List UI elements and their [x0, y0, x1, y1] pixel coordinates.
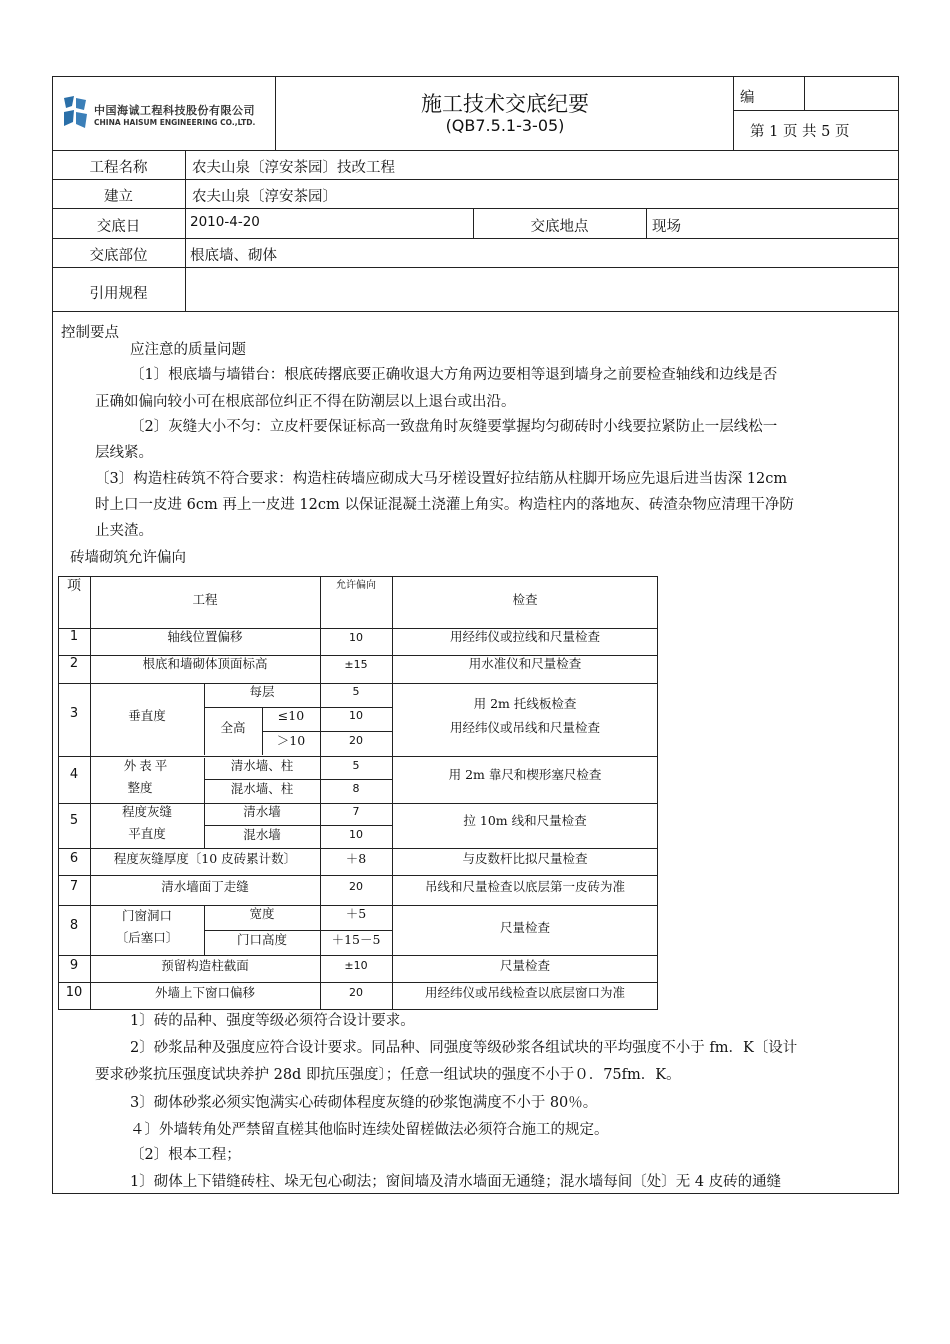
- th-check: 检查: [512, 592, 538, 607]
- table-cell: ＋8: [345, 851, 367, 866]
- header-mid-line: [733, 110, 899, 111]
- row-line-1: [52, 179, 899, 180]
- place-value: 现场: [652, 219, 681, 235]
- tbl-row-line: [204, 825, 392, 826]
- table-row: 6: [69, 851, 79, 866]
- build-label: 建立: [104, 189, 133, 205]
- table-cell: 尺量检查: [499, 920, 550, 935]
- table-cell: 8: [352, 782, 360, 795]
- tbl-row-line: [58, 756, 658, 757]
- table-row: 1: [69, 629, 79, 644]
- table-cell: 5: [352, 685, 360, 698]
- table-cell: 清水墙、柱: [230, 758, 294, 773]
- table-cell: 尺量检查: [499, 958, 550, 973]
- para-1a: 〔1〕根底墙与墙错台：根底砖撂底要正确收退大方角两边要相等退到墙身之前要检查轴线和边线是否: [130, 367, 778, 383]
- table-cell: 拉 10m 线和尺量检查: [463, 813, 587, 828]
- table-cell: 用 2m 靠尺和楔形塞尺检查: [448, 767, 602, 782]
- spec-label: 引用规程: [89, 286, 148, 302]
- page-info: 第 1 页 共 5 页: [750, 124, 850, 140]
- table-cell: 用经纬仪或拉线和尺量检查: [449, 629, 600, 644]
- header-divider-3: [804, 76, 805, 110]
- table-cell: 用水准仪和尺量检查: [468, 656, 582, 671]
- table-cell: 垂直度: [128, 708, 166, 723]
- table-cell: 全高: [220, 720, 246, 735]
- part-value: 根底墙、砌体: [190, 248, 277, 264]
- table-cell: 平直度: [128, 826, 166, 841]
- para-1b: 正确如偏向较小可在根底部位纠正不得在防潮层以上退台或出沿。: [95, 394, 516, 410]
- table-cell: 〔后塞口〕: [115, 930, 179, 945]
- table-cell: 外表平: [123, 758, 171, 773]
- requirement-2a: 2〕砂浆品种及强度应符合设计要求。同品种、同强度等级砂浆各组试块的平均强度不小于 fm．K〔设计: [130, 1040, 798, 1056]
- table-cell: 吊线和尺量检查以底层第一皮砖为准: [424, 879, 625, 894]
- th-item: 工程: [192, 592, 218, 607]
- build-value: 农夫山泉〔淳安茶园〕: [192, 189, 337, 205]
- table-cell: 10: [349, 709, 363, 722]
- table-cell: 20: [349, 986, 363, 999]
- document-code: (QB7.5.1-3-05): [445, 116, 565, 135]
- basic-project-1: 1〕砌体上下错缝砖柱、垛无包心砌法；窗间墙及清水墙面无通缝；混水墙每间〔处〕无 4 皮砖的通缝: [130, 1174, 782, 1190]
- table-cell: 程度灰缝: [121, 804, 172, 819]
- row-line-2: [52, 208, 899, 209]
- table-cell: 用 2m 托线板检查: [473, 696, 577, 711]
- table-row: 8: [69, 918, 79, 933]
- requirement-2b: 要求砂浆抗压强度试块养护 28d 即抗压强度〕；任意一组试块的强度不小于０．75fm．K。: [95, 1067, 681, 1083]
- table-cell: 程度灰缝厚度〔10 皮砖累计数〕: [113, 851, 297, 866]
- table-cell: 7: [352, 805, 360, 818]
- requirement-1: 1〕砖的品种、强度等级必须符合设计要求。: [130, 1013, 415, 1029]
- table-cell: 混水墙、柱: [230, 781, 294, 796]
- table-row: 2: [69, 656, 79, 671]
- document-title: 施工技术交底纪要: [421, 92, 589, 116]
- tbl-row-line: [262, 731, 392, 732]
- tbl-row-line: [58, 875, 658, 876]
- bian-label: 编: [740, 90, 755, 106]
- control-title: 控制要点: [61, 325, 119, 341]
- table-cell: 清水墙面丁走缝: [161, 879, 249, 894]
- para-3a: 〔3〕构造柱砖筑不符合要求：构造柱砖墙应砌成大马牙槎设置好拉结筋从柱脚开场应先退后进当齿深 12cm: [95, 471, 788, 487]
- info-col-line: [185, 150, 186, 311]
- table-cell: 宽度: [249, 906, 275, 921]
- row-line-3: [52, 238, 899, 239]
- table-cell: 用经纬仪或吊线和尺量检查: [449, 720, 600, 735]
- basic-project-title: 〔2〕根本工程；: [130, 1147, 241, 1163]
- tbl-row-line: [58, 848, 658, 849]
- table-cell: 混水墙: [243, 827, 281, 842]
- quality-title: 应注意的质量问题: [130, 342, 246, 358]
- table-cell: 10: [349, 631, 363, 644]
- row-line-5: [52, 311, 899, 312]
- table-cell: 与皮数杆比拟尺量检查: [462, 851, 588, 866]
- tbl-row-line: [204, 930, 392, 931]
- table-cell: ＞10: [276, 733, 306, 748]
- header-bottom-line: [52, 150, 899, 151]
- requirement-4: ４〕外墙转角处严禁留直槎其他临时连续处留槎做法必须符合施工的规定。: [130, 1122, 609, 1138]
- para-2b: 层线紧。: [95, 445, 153, 461]
- table-cell: ＋5: [345, 906, 367, 921]
- table-cell: 预留构造柱截面: [161, 958, 249, 973]
- project-label: 工程名称: [89, 160, 148, 176]
- th-no: 项: [67, 578, 81, 594]
- table-row: 4: [69, 767, 79, 782]
- table-row: 3: [69, 706, 79, 721]
- table-cell: 清水墙: [243, 804, 281, 819]
- place-label: 交底地点: [530, 219, 589, 235]
- table-row: 10: [65, 985, 83, 1000]
- tbl-row-line: [58, 955, 658, 956]
- table-cell: ≤10: [277, 708, 305, 723]
- table-cell: 每层: [249, 684, 275, 699]
- table-cell: 10: [349, 828, 363, 841]
- para-2a: 〔2〕灰缝大小不匀：立皮杆要保证标高一致盘角时灰缝要掌握均匀砌砖时小线要拉紧防止一层线松一: [130, 419, 778, 435]
- table-cell: 门口高度: [236, 932, 287, 947]
- table-row: 9: [69, 958, 79, 973]
- table-cell: 外墙上下窗口偏移: [154, 985, 255, 1000]
- table-row: 5: [69, 813, 79, 828]
- tbl-row-line: [204, 779, 392, 780]
- part-label: 交底部位: [89, 248, 148, 264]
- requirement-3: 3〕砌体砂浆必须实饱满实心砖砌体程度灰缝的砂浆饱满度不小于 80％。: [130, 1095, 598, 1111]
- th-dev: 允许偏向: [336, 580, 376, 591]
- table-title: 砖墙砌筑允许偏向: [70, 550, 186, 566]
- table-cell: 门窗洞口: [121, 908, 172, 923]
- table-cell: ＋15－5: [331, 932, 381, 947]
- company-name-cn: 中国海诚工程科技股份有限公司: [94, 104, 255, 117]
- info-col-line-3: [646, 208, 647, 238]
- table-cell: 20: [349, 880, 363, 893]
- company-name-en: CHINA HAISUM ENGINEERING CO.,LTD.: [94, 118, 256, 127]
- date-label: 交底日: [96, 219, 141, 235]
- table-cell: 轴线位置偏移: [167, 629, 243, 644]
- table-cell: 根底和墙砌体顶面标高: [142, 656, 268, 671]
- para-3b: 时上口一皮进 6cm 再上一皮进 12cm 以保证混凝土浇灌上角实。构造柱内的落地灰、砖渣杂物应清理干净防: [95, 497, 794, 513]
- date-value: 2010-4-20: [190, 214, 260, 230]
- table-cell: 整度: [127, 780, 153, 795]
- table-cell: 20: [349, 734, 363, 747]
- table-cell: ±15: [344, 658, 368, 671]
- table-cell: 5: [352, 759, 360, 772]
- tbl-row-line: [58, 982, 658, 983]
- table-row: 7: [69, 879, 79, 894]
- table-cell: 用经纬仪或吊线检查以底层窗口为准: [424, 985, 625, 1000]
- para-3c: 止夹渣。: [95, 523, 153, 539]
- table-cell: ±10: [344, 959, 368, 972]
- company-logo: [60, 92, 90, 132]
- project-value: 农夫山泉〔淳安茶园〕技改工程: [192, 160, 395, 176]
- row-line-4: [52, 267, 899, 268]
